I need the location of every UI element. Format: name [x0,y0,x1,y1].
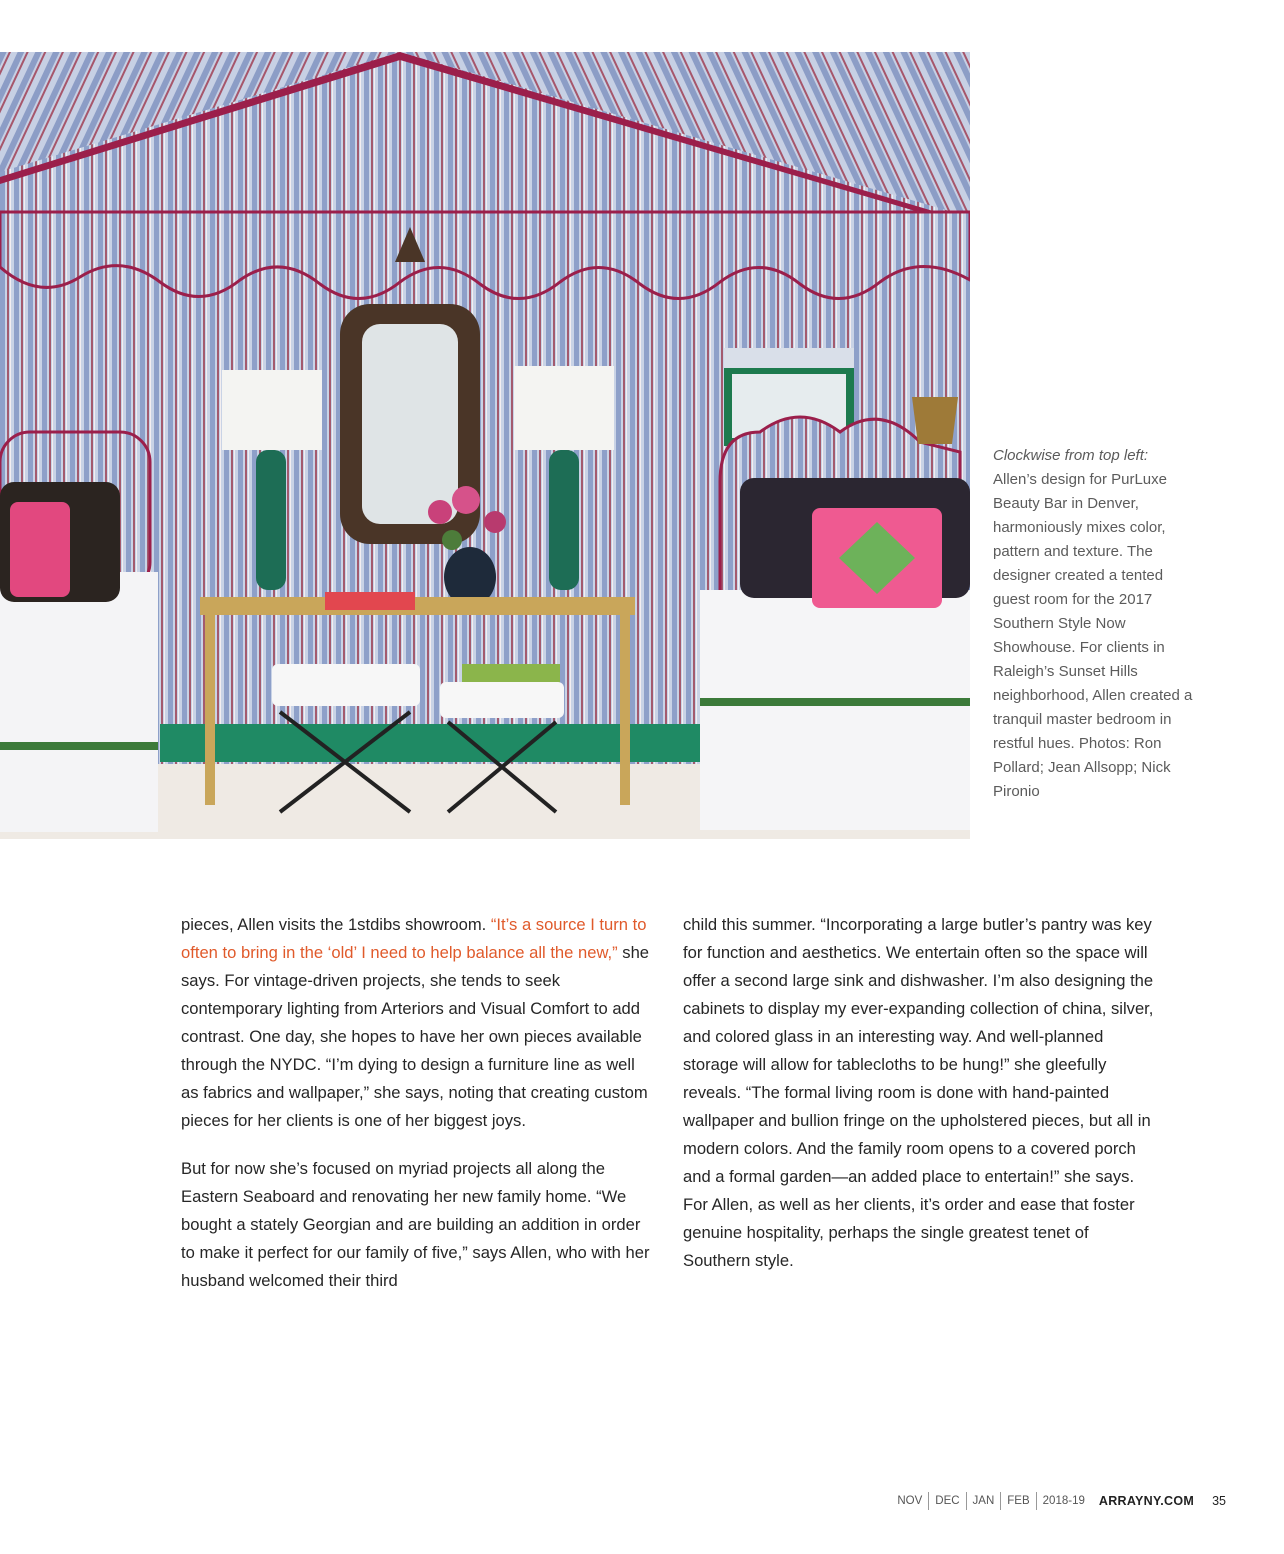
article-column-left [181,911,651,1295]
footer-month: FEB [1000,1492,1035,1510]
footer-month: JAN [966,1492,1001,1510]
page-footer [891,1491,1226,1511]
footer-month: NOV [897,1495,923,1507]
paragraph-text: pieces, Allen visits the 1stdibs showroom. [181,915,491,934]
paragraph-text: she says. For vintage-driven projects, she tends to seek contemporary lighting from Arteriors and Visual Comfort to add contrast. One day, she hopes to have her own pieces available through the NYDC. “I’m dying to design a furniture line as well as fabrics and wallpaper,” she says, noting that creating custom pieces for her clients is one of her biggest joys. [181,943,650,1130]
article-paragraph: But for now she’s focused on myriad projects all along the Eastern Seaboard and renovating her new family home. “We bought a stately Georgian and are building an addition in order to make it perfect for our family of five,” says Allen, who with her husband welcomed their third [181,1159,650,1290]
feature-photo [0,52,970,839]
footer-year: 2018-19 [1036,1492,1091,1510]
caption-lead: Clockwise from top left: [993,447,1149,464]
caption-body: Allen’s design for PurLuxe Beauty Bar in Denver, harmoniously mixes color, pattern and texture. The designer created a tented guest room for the 2017 Southern Style Now Showhouse. For clients in Raleigh’s Sunset Hills neighborhood, Allen created a tranquil master bedroom in restful hues. Photos: Ron Pollard; Jean Allsopp; Nick Pironio [993,471,1193,800]
article-paragraph [181,911,651,1135]
pull-quote: “It’s a source I turn to often to bring in the ‘old’ I need to help balance all the new,” [181,915,647,962]
page-number: 35 [1212,1494,1226,1508]
photo-caption [993,444,1193,804]
photo-image [0,52,970,839]
article-paragraph: child this summer. “Incorporating a large butler’s pantry was key for function and aesthetics. We entertain often so the space will offer a second large sink and dishwasher. I’m also designing the cabinets to display my ever-expanding collection of china, silver, and colored glass in an interesting way. And well-planned storage will allow for tablecloths to be hung!” she gleefully reveals. “The formal living room is done with hand-painted wallpaper and bullion fringe on the upholstered pieces, but all in modern colors. And the family room opens to a covered porch and a formal garden—an added place to entertain!” she says. For Allen, as well as her clients, it’s order and ease that foster genuine hospitality, perhaps the single greatest tenet of Southern style. [683,915,1154,1270]
footer-month: DEC [928,1492,965,1510]
footer-site: ARRAYNY.COM [1098,1494,1195,1508]
article-column-right [683,911,1158,1275]
